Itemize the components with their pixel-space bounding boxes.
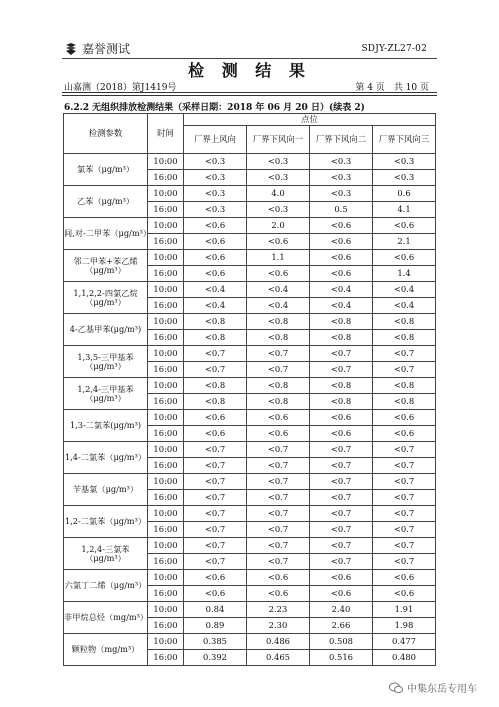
time-cell: 10:00 [148, 282, 184, 298]
value-cell: <0.3 [310, 170, 373, 186]
page-number: 第 4 页 共 10 页 [355, 83, 429, 93]
param-name: 1,3,5-三甲基苯（μg/m³） [64, 346, 148, 378]
param-name: 1,2,4-三氯苯（μg/m³） [64, 538, 148, 570]
value-cell: <0.4 [373, 282, 436, 298]
value-cell: 0.89 [184, 618, 247, 634]
value-cell: 0.392 [184, 650, 247, 666]
time-cell: 10:00 [148, 410, 184, 426]
value-cell: <0.7 [247, 346, 310, 362]
value-cell: <0.7 [184, 362, 247, 378]
value-cell: <0.7 [310, 458, 373, 474]
value-cell: <0.6 [184, 570, 247, 586]
time-cell: 10:00 [148, 346, 184, 362]
value-cell: 0.6 [373, 186, 436, 202]
value-cell: <0.6 [373, 410, 436, 426]
value-cell: 2.40 [310, 602, 373, 618]
report-reference: 山嘉测（2018）第J1419号 [64, 83, 177, 93]
value-cell: <0.8 [310, 394, 373, 410]
param-name: 1,4-二氯苯（μg/m³） [64, 442, 148, 474]
value-cell: <0.7 [184, 538, 247, 554]
time-cell: 16:00 [148, 362, 184, 378]
value-cell: <0.8 [310, 330, 373, 346]
brand-logo-icon [64, 42, 78, 56]
value-cell: <0.4 [247, 298, 310, 314]
value-cell: <0.7 [247, 442, 310, 458]
time-cell: 16:00 [148, 266, 184, 282]
value-cell: <0.7 [184, 474, 247, 490]
value-cell: <0.7 [184, 458, 247, 474]
table-row [64, 602, 436, 618]
value-cell: <0.7 [247, 506, 310, 522]
value-cell: <0.8 [247, 314, 310, 330]
table-row [64, 346, 436, 362]
header-point: 厂界下风向二 [310, 126, 373, 154]
time-cell: 16:00 [148, 330, 184, 346]
value-cell: <0.7 [310, 442, 373, 458]
value-cell: <0.6 [310, 234, 373, 250]
time-cell: 10:00 [148, 538, 184, 554]
value-cell: <0.6 [373, 426, 436, 442]
value-cell: <0.6 [247, 570, 310, 586]
param-name: 4-乙基甲苯(μg/m³) [64, 314, 148, 346]
value-cell: <0.6 [310, 426, 373, 442]
time-cell: 10:00 [148, 314, 184, 330]
param-name: 间,对-二甲苯（μg/m³） [64, 218, 148, 250]
table-row [64, 314, 436, 330]
table-row [64, 506, 436, 522]
value-cell: <0.7 [373, 442, 436, 458]
param-name: 1,1,2,2-四氯乙烷（μg/m³） [64, 282, 148, 314]
value-cell: <0.7 [310, 554, 373, 570]
value-cell: <0.8 [184, 394, 247, 410]
time-cell: 16:00 [148, 394, 184, 410]
param-name: 氯苯（μg/m³） [64, 154, 148, 186]
value-cell: <0.3 [184, 170, 247, 186]
value-cell: <0.6 [184, 250, 247, 266]
value-cell: <0.6 [373, 218, 436, 234]
time-cell: 10:00 [148, 250, 184, 266]
value-cell: 4.1 [373, 202, 436, 218]
param-name: 苄基氯（μg/m³） [64, 474, 148, 506]
value-cell: <0.6 [184, 218, 247, 234]
time-cell: 10:00 [148, 506, 184, 522]
value-cell: <0.7 [247, 522, 310, 538]
time-cell: 10:00 [148, 474, 184, 490]
time-cell: 16:00 [148, 650, 184, 666]
value-cell: 4.0 [247, 186, 310, 202]
value-cell: <0.6 [247, 586, 310, 602]
value-cell: 0.480 [373, 650, 436, 666]
value-cell: <0.8 [310, 378, 373, 394]
value-cell: <0.3 [247, 170, 310, 186]
value-cell: <0.7 [184, 442, 247, 458]
value-cell: 0.477 [373, 634, 436, 650]
document-code: SDJY-ZL27-02 [361, 44, 427, 54]
value-cell: <0.8 [247, 330, 310, 346]
value-cell: <0.7 [247, 538, 310, 554]
value-cell: 1.1 [247, 250, 310, 266]
value-cell: <0.8 [310, 314, 373, 330]
value-cell: <0.3 [247, 154, 310, 170]
value-cell: <0.6 [310, 250, 373, 266]
header-point: 厂界下风向一 [247, 126, 310, 154]
value-cell: <0.8 [247, 394, 310, 410]
header-point: 厂界下风向三 [373, 126, 436, 154]
time-cell: 16:00 [148, 490, 184, 506]
table-row [64, 154, 436, 170]
brand-name: 嘉誉测试 [82, 42, 131, 56]
value-cell: <0.6 [247, 234, 310, 250]
value-cell: <0.7 [310, 346, 373, 362]
time-cell: 16:00 [148, 458, 184, 474]
value-cell: <0.6 [184, 586, 247, 602]
time-cell: 16:00 [148, 522, 184, 538]
value-cell: <0.7 [373, 474, 436, 490]
value-cell: <0.7 [373, 506, 436, 522]
watermark-text: 中集东岳专用车 [407, 684, 477, 695]
time-cell: 16:00 [148, 234, 184, 250]
value-cell: <0.6 [373, 570, 436, 586]
header-point: 厂界上风向 [184, 126, 247, 154]
value-cell: <0.6 [310, 218, 373, 234]
value-cell: 0.385 [184, 634, 247, 650]
table-row [64, 410, 436, 426]
value-cell: <0.7 [184, 346, 247, 362]
time-cell: 10:00 [148, 602, 184, 618]
time-cell: 16:00 [148, 298, 184, 314]
value-cell: <0.7 [310, 490, 373, 506]
time-cell: 10:00 [148, 218, 184, 234]
value-cell: <0.3 [310, 154, 373, 170]
param-name: 邻二甲苯+苯乙烯（μg/m³） [64, 250, 148, 282]
time-cell: 16:00 [148, 554, 184, 570]
title-divider [62, 92, 437, 96]
brand-logo [64, 40, 130, 57]
value-cell: 2.1 [373, 234, 436, 250]
time-cell: 16:00 [148, 170, 184, 186]
value-cell: <0.7 [310, 522, 373, 538]
value-cell: <0.7 [184, 490, 247, 506]
value-cell: <0.7 [184, 522, 247, 538]
value-cell: 2.23 [247, 602, 310, 618]
value-cell: <0.4 [310, 298, 373, 314]
value-cell: <0.6 [247, 266, 310, 282]
value-cell: <0.8 [247, 378, 310, 394]
time-cell: 10:00 [148, 634, 184, 650]
value-cell: 1.98 [373, 618, 436, 634]
results-body [64, 154, 436, 666]
value-cell: <0.7 [184, 554, 247, 570]
value-cell: <0.4 [310, 282, 373, 298]
value-cell: 0.5 [310, 202, 373, 218]
table-row [64, 186, 436, 202]
value-cell: <0.7 [310, 506, 373, 522]
value-cell: 2.30 [247, 618, 310, 634]
value-cell: <0.8 [373, 378, 436, 394]
value-cell: <0.7 [373, 346, 436, 362]
time-cell: 10:00 [148, 186, 184, 202]
time-cell: 10:00 [148, 154, 184, 170]
time-cell: 10:00 [148, 570, 184, 586]
value-cell: <0.7 [373, 522, 436, 538]
value-cell: <0.4 [247, 282, 310, 298]
value-cell: <0.7 [184, 506, 247, 522]
value-cell: <0.6 [184, 410, 247, 426]
value-cell: <0.7 [310, 474, 373, 490]
value-cell: <0.4 [373, 298, 436, 314]
time-cell: 10:00 [148, 442, 184, 458]
param-name: 1,2,4-三甲基苯（μg/m³） [64, 378, 148, 410]
value-cell: <0.7 [373, 362, 436, 378]
value-cell: <0.8 [184, 314, 247, 330]
value-cell: 2.66 [310, 618, 373, 634]
value-cell: <0.6 [310, 266, 373, 282]
value-cell: 0.486 [247, 634, 310, 650]
value-cell: 0.84 [184, 602, 247, 618]
table-row [64, 442, 436, 458]
value-cell: <0.6 [373, 250, 436, 266]
value-cell: <0.6 [247, 426, 310, 442]
value-cell: 1.91 [373, 602, 436, 618]
value-cell: <0.6 [310, 586, 373, 602]
table-row [64, 250, 436, 266]
value-cell: 0.465 [247, 650, 310, 666]
header-param: 检测参数 [64, 114, 148, 154]
param-name: 六氯丁二烯（μg/m³） [64, 570, 148, 602]
value-cell: <0.6 [310, 570, 373, 586]
value-cell: <0.3 [373, 154, 436, 170]
time-cell: 10:00 [148, 378, 184, 394]
value-cell: 0.508 [310, 634, 373, 650]
value-cell: <0.7 [310, 362, 373, 378]
value-cell: <0.7 [373, 554, 436, 570]
value-cell: <0.7 [373, 490, 436, 506]
header-time: 时间 [148, 114, 184, 154]
value-cell: <0.6 [310, 410, 373, 426]
table-row [64, 634, 436, 650]
section-title: 6.2.2 无组织排放检测结果（采样日期：2018 年 06 月 20 日）(续表 2) [64, 103, 365, 113]
value-cell: <0.7 [247, 554, 310, 570]
value-cell: <0.3 [310, 186, 373, 202]
value-cell: <0.7 [247, 458, 310, 474]
table-row [64, 282, 436, 298]
param-name: 颗粒物（mg/m³） [64, 634, 148, 666]
param-name: 非甲烷总烃（mg/m³） [64, 602, 148, 634]
value-cell: <0.7 [247, 490, 310, 506]
value-cell: <0.6 [184, 266, 247, 282]
value-cell: <0.7 [247, 362, 310, 378]
table-row [64, 474, 436, 490]
value-cell: <0.6 [373, 586, 436, 602]
value-cell: <0.8 [184, 378, 247, 394]
value-cell: <0.7 [310, 538, 373, 554]
value-cell: <0.3 [373, 170, 436, 186]
value-cell: <0.8 [184, 330, 247, 346]
value-cell: <0.3 [247, 202, 310, 218]
table-row [64, 378, 436, 394]
time-cell: 16:00 [148, 202, 184, 218]
value-cell: <0.6 [247, 410, 310, 426]
value-cell: <0.7 [373, 538, 436, 554]
table-row [64, 538, 436, 554]
value-cell: 0.516 [310, 650, 373, 666]
value-cell: <0.7 [373, 458, 436, 474]
page-title: 检 测 结 果 [188, 61, 311, 80]
value-cell: <0.4 [184, 282, 247, 298]
header-points-group: 点位 [184, 114, 436, 126]
watermark [389, 680, 477, 695]
value-cell: <0.6 [184, 234, 247, 250]
param-name: 乙苯（μg/m³） [64, 186, 148, 218]
value-cell: <0.3 [184, 202, 247, 218]
value-cell: 1.4 [373, 266, 436, 282]
value-cell: <0.3 [184, 186, 247, 202]
value-cell: <0.8 [373, 394, 436, 410]
table-row [64, 570, 436, 586]
value-cell: <0.4 [184, 298, 247, 314]
value-cell: <0.8 [373, 314, 436, 330]
time-cell: 16:00 [148, 426, 184, 442]
value-cell: <0.7 [247, 474, 310, 490]
param-name: 1,2-二氯苯（μg/m³） [64, 506, 148, 538]
value-cell: <0.6 [184, 426, 247, 442]
param-name: 1,3-二氯苯(μg/m³) [64, 410, 148, 442]
value-cell: <0.8 [373, 330, 436, 346]
value-cell: <0.3 [184, 154, 247, 170]
time-cell: 16:00 [148, 586, 184, 602]
time-cell: 16:00 [148, 618, 184, 634]
results-table [63, 113, 436, 666]
value-cell: 2.0 [247, 218, 310, 234]
table-row [64, 218, 436, 234]
wechat-icon [389, 682, 403, 694]
